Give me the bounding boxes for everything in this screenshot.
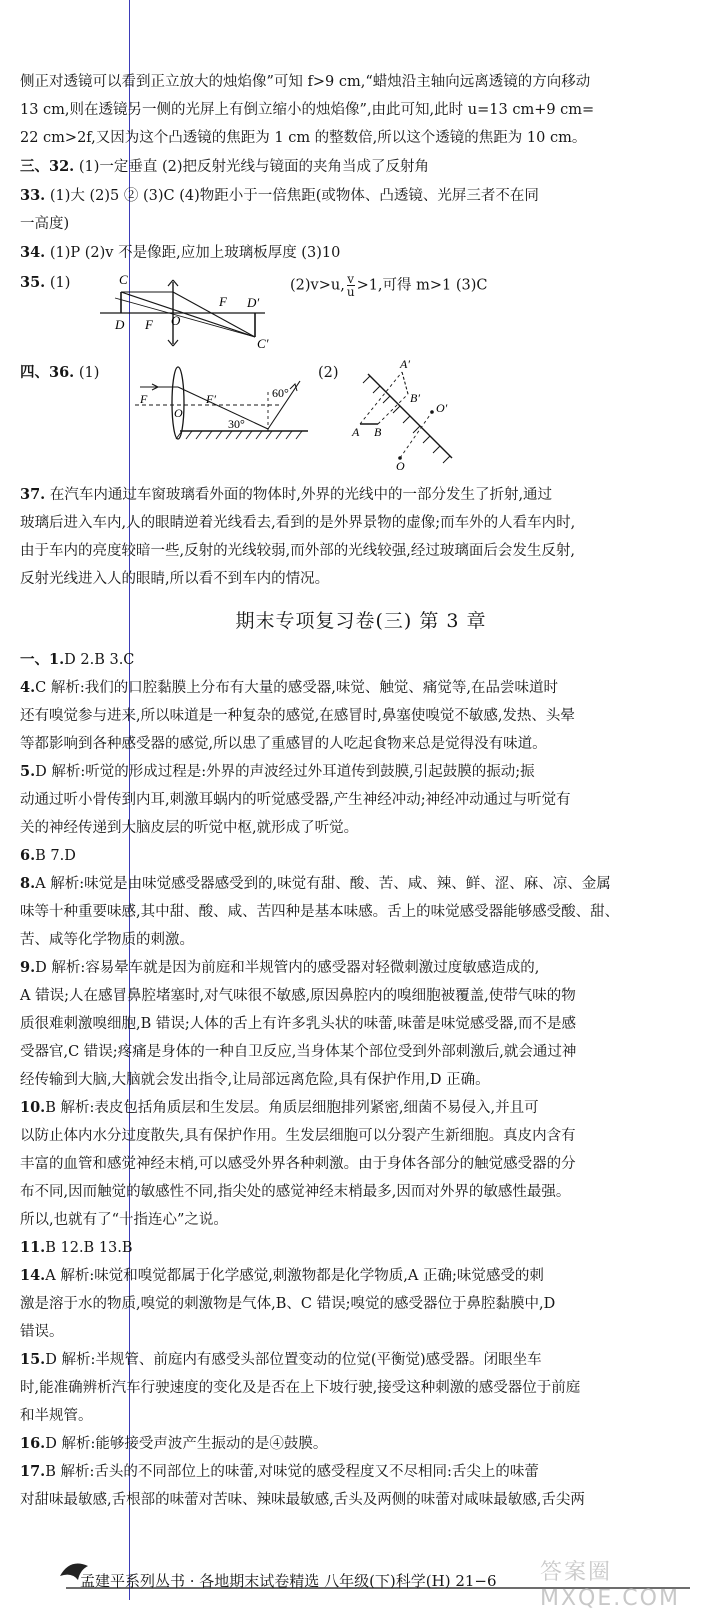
text-line-l1 [20,72,590,92]
question-number: 9. [20,959,36,976]
section-title: 期末专项复习卷(三) 第 3 章 [235,610,487,632]
q36-pt-B: B [374,425,382,439]
q35-frac-den: u [346,285,355,299]
line-text: D 解析:容易晕车就是因为前庭和半规管内的感受器对轻微刺激过度敏感造成的, [35,960,540,976]
q36-pt-O: O [396,459,405,472]
line-text: 受器官,C 错误;疼痛是身体的一种自卫反应,当身体某个部位受到外部刺激后,就会通过神 [20,1044,577,1060]
line-text: 还有嗅觉参与进来,所以味道是一种复杂的感觉,在感冒时,鼻塞使嗅觉不敏感,发热、头晕 [20,708,575,724]
q36-pt-O2: O′ [436,401,448,415]
q35-pt-D2: D′ [247,295,260,310]
line-text: D 2.B 3.C [64,652,135,668]
line-text: 反射光线进入人的眼睛,所以看不到车内的情况。 [20,571,330,587]
text-line-l26 [20,1042,576,1062]
text-line-l27 [20,1070,490,1090]
text-line-l17 [20,790,571,810]
q35-part1: (1) [49,275,71,291]
q36-angle-60: 60° [272,386,289,400]
text-line-l20 [20,874,611,894]
q35-ray-refracted [173,292,255,337]
line-text: 激是溶于水的物质,嗅觉的刺激物是气体,B、C 错误;嗅觉的感受器位于鼻腔黏膜中,D [20,1296,556,1312]
q36-lens [172,367,184,439]
text-line-l35 [20,1294,555,1314]
question-number: 10. [20,1099,46,1116]
line-text: D 解析:听觉的形成过程是:外界的声波经过外耳道传到鼓膜,引起鼓膜的振动;振 [35,764,535,780]
question-number: 6. [20,847,36,864]
watermark: 答案圈 MXQE.COM [540,1560,680,1611]
text-line-l15 [20,734,547,754]
q35-frac-num: v [347,272,355,286]
question-number: 34. [20,244,46,261]
q36-lens-diagram [130,355,315,445]
line-text: (1)一定垂直 (2)把反射光线与镜面的夹角当成了反射角 [74,159,430,175]
text-line-l38 [20,1378,580,1398]
question-number: 17. [20,1463,46,1480]
text-line-l41 [20,1462,539,1482]
q36-angle-30: 30° [228,417,245,431]
text-line-l13 [20,678,558,698]
text-line-l21 [20,902,619,922]
line-text: 和半规管。 [20,1408,93,1424]
text-line-l9 [20,513,575,533]
text-line-l30 [20,1154,576,1174]
text-line-l6 [20,214,69,234]
text-line-l18 [20,818,358,838]
q36-image-A2B2 [402,372,408,394]
line-text: 由于车内的亮度较暗一些,反射的光线较弱,而外部的光线较强,经过玻璃面后会发生反射, [20,543,575,559]
text-line-l7 [20,243,340,263]
text-line-l42 [20,1490,585,1510]
q36-mirror-diagram [340,352,470,472]
text-line-l8 [20,485,552,505]
text-line-l12 [20,650,134,670]
text-line-l25 [20,1014,576,1034]
footer-series-text: 孟建平系列丛书 · 各地期末试卷精选 八年级(下)科学(H) 21−6 [80,1572,497,1590]
question-number: 8. [20,875,36,892]
line-text: 在汽车内通过车窗玻璃看外面的物体时,外界的光线中的一部分发生了折射,通过 [45,487,553,503]
q35-pt-F: F [145,317,153,332]
text-line-l39 [20,1406,93,1426]
q36-pt-A: A [352,425,360,439]
q35-label: 35. [20,274,46,291]
text-line-l11 [20,569,329,589]
line-text: 关的神经传递到大脑皮层的听觉中枢,就形成了听觉。 [20,820,359,836]
text-line-l28 [20,1098,539,1118]
q36-part1: (1) [78,365,100,381]
text-line-l16 [20,762,535,782]
text-line-l10 [20,541,575,561]
q36-label: 四、36. [20,364,75,381]
line-text: 经传输到大脑,大脑就会发出指令,让局部远离危险,具有保护作用,D 正确。 [20,1072,490,1088]
line-text: 味等十种重要味感,其中甜、酸、咸、苦四种是基本味感。舌上的味觉感受器能够感受酸、甜、 [20,904,620,920]
line-text: 错误。 [20,1324,64,1340]
line-text: 丰富的血管和感觉神经末梢,可以感受外界各种刺激。由于身体各部分的触觉感受器的分 [20,1156,576,1172]
question-number: 4. [20,679,36,696]
line-text: B 解析:表皮包括角质层和生发层。角质层细胞排列紧密,细菌不易侵入,并且可 [45,1100,539,1116]
line-text: A 解析:味觉和嗅觉都属于化学感觉,刺激物都是化学物质,A 正确;味觉感受的刺 [45,1268,544,1284]
question-number: 三、32. [20,158,75,175]
text-line-l5 [20,186,539,206]
text-line-l40 [20,1434,327,1454]
text-line-l19 [20,846,76,866]
text-line-l32 [20,1210,228,1230]
line-text: B 解析:舌头的不同部位上的味蕾,对味觉的感受程度又不尽相同:舌尖上的味蕾 [45,1464,539,1480]
question-number: 33. [20,187,46,204]
text-line-l4 [20,157,429,177]
q36-pt-F: F [140,392,148,406]
q36-pt-O: O [174,406,183,420]
line-text: 13 cm,则在透镜另一侧的光屏上有倒立缩小的烛焰像”,由此可知,此时 u=13 cm+9 cm= [20,102,595,118]
line-text: 所以,也就有了“十指连心”之说。 [20,1212,228,1228]
text-line-l22 [20,930,194,950]
line-text: B 7.D [35,848,76,864]
q35-fraction [347,273,355,298]
line-text: 质很难刺激嗅细胞,B 错误;人体的舌上有许多乳头状的味蕾,味蕾是味觉感受器,而不是感 [20,1016,576,1032]
line-text: 一高度) [20,216,70,232]
line-text: 玻璃后进入车内,人的眼睛逆着光线看去,看到的是外界景物的虚像;而车外的人看车内时, [20,515,576,531]
text-line-l3 [20,128,586,148]
question-number: 15. [20,1351,46,1368]
q36-part2: (2) [318,365,339,381]
line-text: B 12.B 13.B [45,1240,133,1256]
line-text: C 解析:我们的口腔黏膜上分布有大量的感受器,味觉、触觉、痛觉等,在品尝味道时 [35,680,558,696]
text-line-l29 [20,1126,576,1146]
q36-pt-B2: B′ [410,391,420,405]
line-text: 布不同,因而触觉的敏感性不同,指尖处的感觉神经末梢最多,因而对外界的敏感性最强。 [20,1184,571,1200]
text-line-l2 [20,100,594,120]
q36-pt-F2: F′ [206,392,216,406]
line-text: 侧正对透镜可以看到正立放大的烛焰像”可知 f>9 cm,“蜡烛沿主轴向远离透镜的方向移动 [20,74,591,90]
text-line-l31 [20,1182,570,1202]
question-number: 11. [20,1239,46,1256]
line-text: A 错误;人在感冒鼻腔堵塞时,对气味很不敏感,原因鼻腔内的嗅细胞被覆盖,使带气味的物 [20,988,576,1004]
text-line-l36 [20,1322,64,1342]
q35-pt-D: D [115,317,125,332]
line-text: (1)大 (2)5 ② (3)C (4)物距小于一倍焦距(或物体、凸透镜、光屏三者不在同 [45,188,539,204]
question-number: 5. [20,763,36,780]
line-text: D 解析:能够接受声波产生振动的是④鼓膜。 [45,1436,328,1452]
q35-rest-b: >1,可得 m>1 (3)C [356,277,488,294]
line-text: 以防止体内水分过度散失,具有保护作用。生发层细胞可以分裂产生新细胞。真皮内含有 [20,1128,576,1144]
line-text: 等都影响到各种感受器的感觉,所以患了重感冒的人吃起食物来总是觉得没有味道。 [20,736,547,752]
line-text: 22 cm>2f,又因为这个凸透镜的焦距为 1 cm 的整数倍,所以这个透镜的焦距为 10 cm。 [20,130,587,146]
line-text: D 解析:半规管、前庭内有感受头部位置变动的位觉(平衡觉)感受器。闭眼坐车 [45,1352,542,1368]
question-number: 37. [20,486,46,503]
line-text: A 解析:味觉是由味觉感受器感受到的,味觉有甜、酸、苦、咸、辣、鲜、涩、麻、凉、金属 [35,876,611,892]
q35-lens-diagram [95,262,295,362]
q36-pt-A2: A′ [400,357,410,371]
q35-answer-rest [290,273,488,298]
q35-row [20,273,70,293]
q35-pt-O: O [171,313,181,328]
text-line-l34 [20,1266,544,1286]
line-text: 对甜味最敏感,舌根部的味蕾对苦味、辣味最敏感,舌头及两侧的味蕾对咸味最敏感,舌尖两 [20,1492,585,1508]
text-line-l23 [20,958,539,978]
line-text: 时,能准确辨析汽车行驶速度的变化及是否在上下坡行驶,接受这种刺激的感受器位于前庭 [20,1380,581,1396]
line-text: (1)P (2)v 不是像距,应加上玻璃板厚度 (3)10 [45,245,341,261]
text-line-l14 [20,706,575,726]
q35-rest-a: (2)v>u, [290,277,345,294]
line-text: 动通过听小骨传到内耳,刺激耳蜗内的听觉感受器,产生神经冲动;神经冲动通过与听觉有 [20,792,571,808]
q35-pt-C2: C′ [257,336,269,351]
question-number: 16. [20,1435,46,1452]
line-text: 苦、咸等化学物质的刺激。 [20,932,194,948]
text-line-l24 [20,986,576,1006]
q35-pt-C: C [119,272,128,287]
text-line-l33 [20,1238,133,1258]
q36-refracted-ray [178,387,268,429]
q35-pt-F2: F [219,294,227,309]
question-number: 14. [20,1267,46,1284]
question-number: 一、1. [20,651,65,668]
q36-row [20,363,99,383]
text-line-l37 [20,1350,542,1370]
q35-ray-center [121,292,255,337]
